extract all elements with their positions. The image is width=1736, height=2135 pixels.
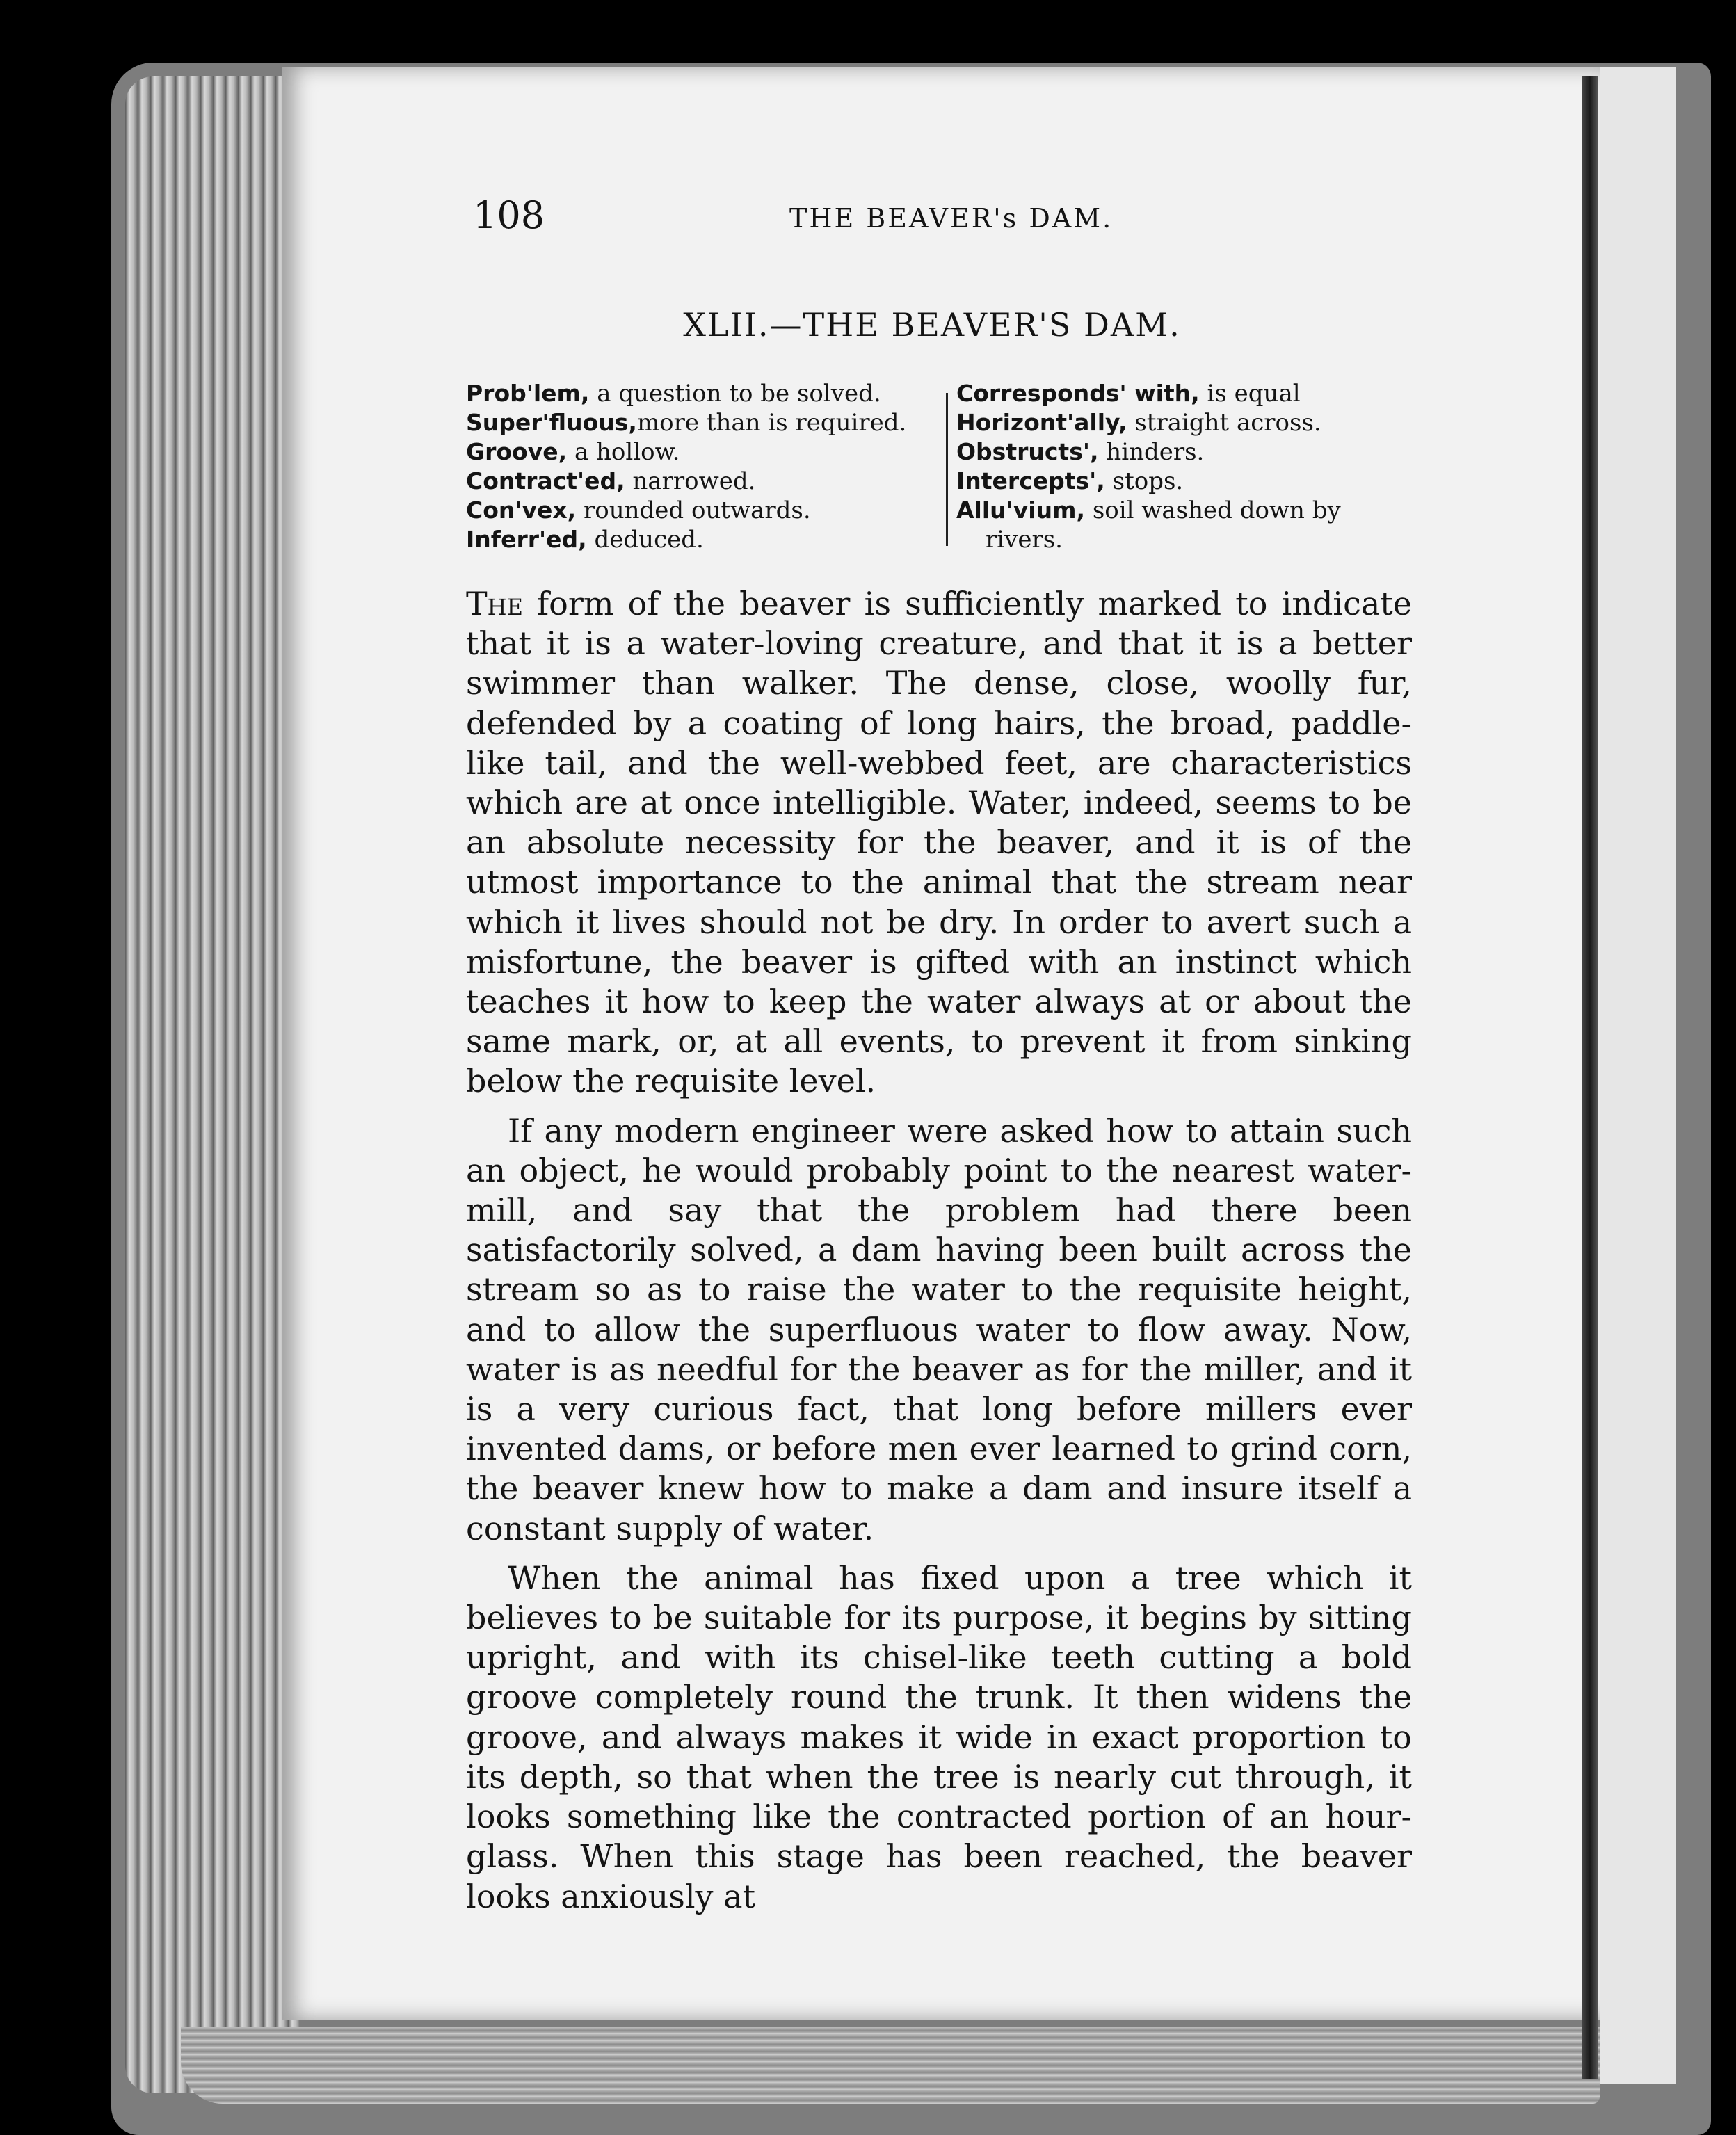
paragraph-text: form of the beaver is sufficiently marked to indicate that it is a water-loving creature, and that it is a better swimmer than walker. The dense, close, woolly fur, defended by a coating of long hairs, the broad, paddle-like tail, and the well-webbed feet, are characteristics which are at once intelligible. Water, indeed, seems to be an absolute necessity for the beaver, and it is of the utmost importance to the animal that the stream near which it lives should not be dry. In order to avert such a misfortune, the beaver is gifted with an instinct which teaches it how to keep the water always at or about the same mark, or, at all events, to prevent it from sinking below the requisite level.: [466, 585, 1412, 1100]
page-content: [452, 0, 1412, 2086]
vocab-term: Groove,: [466, 438, 568, 465]
vocab-term: Obstructs',: [956, 438, 1099, 465]
vocab-term: Con'vex,: [466, 497, 577, 524]
vocab-item: [956, 496, 1429, 525]
vocab-definition: straight across.: [1134, 409, 1321, 437]
vocab-definition: more than is required.: [636, 409, 907, 437]
vocab-item: [466, 379, 953, 408]
running-head: [452, 193, 1412, 249]
chapter-title: XLII.—THE BEAVER'S DAM.: [683, 306, 1181, 344]
book-gutter: [1582, 76, 1598, 2079]
vocab-term: Contract'ed,: [466, 467, 625, 494]
vocabulary-left-column: [466, 379, 953, 554]
vocab-definition: a hollow.: [574, 438, 680, 466]
paragraph-lead-word: The: [466, 585, 523, 622]
vocab-item: [956, 408, 1429, 437]
vocab-item: [956, 437, 1429, 467]
vocab-item: [466, 408, 953, 437]
body-text: [466, 584, 1412, 1917]
paragraph: When the animal has fixed upon a tree which it believes to be suitable for its purpose, it begins by sitting upright, and with its chisel-like teeth cutting a bold groove completely round the trunk. It then widens the groove, and always makes it wide in exact proportion to its depth, so that when the tree is nearly cut through, it looks something like the contracted portion of an hour-glass. When this stage has been reached, the beaver looks anxiously at: [466, 1558, 1412, 1915]
vocab-term: Horizont'ally,: [956, 409, 1127, 436]
vocab-definition: soil washed down by: [1092, 497, 1341, 524]
vocabulary-right-column: [956, 379, 1429, 554]
vocabulary-divider: [946, 393, 948, 546]
vocab-definition: stops.: [1112, 467, 1184, 495]
page-number: 108: [473, 193, 545, 237]
vocab-item: [466, 496, 953, 525]
vocab-item: [956, 379, 1429, 408]
vocab-definition: deduced.: [594, 526, 704, 554]
vocab-item: [466, 525, 953, 554]
vocab-term: Allu'vium,: [956, 497, 1085, 524]
vocab-item: [466, 437, 953, 467]
vocab-definition: rounded outwards.: [584, 497, 811, 524]
vocab-definition: a question to be solved.: [597, 380, 881, 408]
vocab-item: [466, 467, 953, 496]
vocab-term: Corresponds' with,: [956, 380, 1200, 407]
vocab-term: Prob'lem,: [466, 380, 590, 407]
paragraph: If any modern engineer were asked how to attain such an object, he would probably point to the nearest water-mill, and say that the problem had there been satisfactorily solved, a dam having been built across the stream so as to raise the water to the requisite height, and to allow the superfluous water to flow away. Now, water is as needful for the beaver as for the miller, and it is a very curious fact, that long before millers ever invented dams, or before men ever learned to grind corn, the beaver knew how to make a dam and insure itself a constant supply of water.: [466, 1111, 1412, 1547]
paragraph: [466, 584, 1412, 1102]
vocab-term: Inferr'ed,: [466, 526, 587, 553]
vocab-item: [956, 467, 1429, 496]
vocab-definition: narrowed.: [632, 467, 756, 495]
vocab-item-continuation: [956, 525, 1429, 554]
vocab-term: Super'fluous,: [466, 409, 637, 436]
vocabulary-box: [466, 379, 1426, 553]
facing-page: [1600, 67, 1676, 2084]
vocab-definition-continuation: rivers.: [986, 526, 1063, 554]
page-edges: [125, 76, 299, 2093]
vocab-definition: is equal: [1207, 380, 1301, 408]
vocab-term: Intercepts',: [956, 467, 1105, 494]
running-title: THE BEAVER's DAM.: [789, 203, 1114, 234]
vocab-definition: hinders.: [1106, 438, 1205, 466]
